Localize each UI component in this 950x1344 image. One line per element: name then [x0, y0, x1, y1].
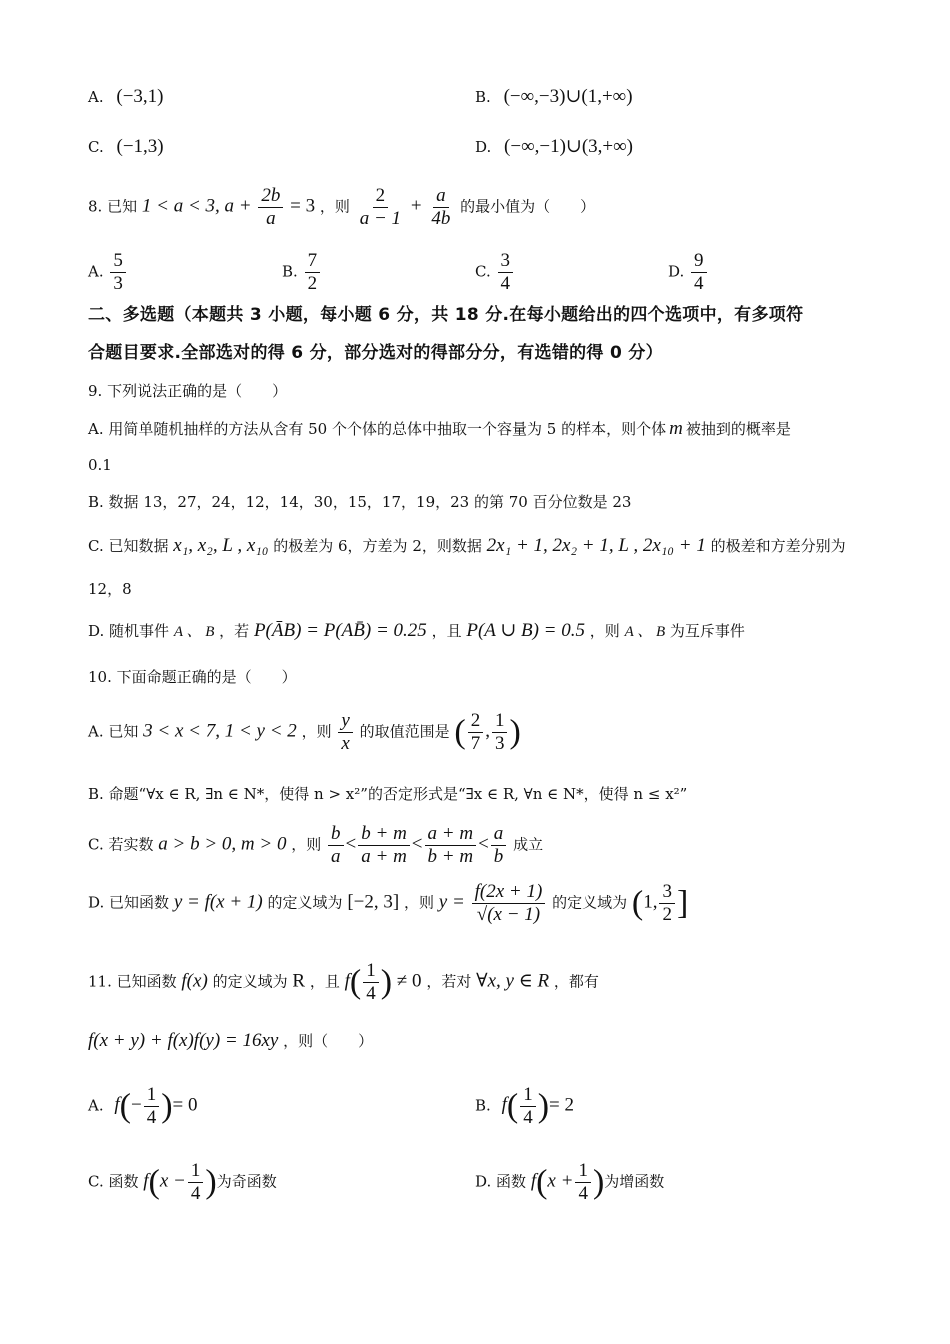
range-lower: 1, [643, 891, 658, 913]
close-paren: ) [161, 1087, 173, 1125]
q11-fraction [363, 960, 379, 1005]
q8-then: ，则 [319, 197, 350, 216]
q9-option-a-cont: 0.1 [88, 456, 112, 474]
q10-d-domain: [−2, 3] [347, 891, 400, 913]
q9-d-prob-2: P(A ∪ B) = 0.5 [466, 620, 585, 641]
q10-c-text-3: 成立 [513, 835, 544, 854]
q10-c-text: C. 若实数 [88, 835, 154, 854]
q10-c-fraction-4 [491, 823, 507, 868]
q11-text-6: ，则（ ） [283, 1032, 374, 1050]
numerator: a [491, 823, 507, 846]
option-fraction [575, 1160, 591, 1205]
q9-option-b: B. 数据 13，27，24，12，14，30，15，17，19，23 的第 70 百分位数是 23 [88, 493, 632, 511]
q10-option-c [88, 823, 543, 868]
q11-stem [88, 960, 599, 1005]
q9-d-events-2: A 、 B [624, 624, 666, 640]
lt-sign: < [345, 833, 357, 855]
numerator: f(2x + 1) [472, 881, 546, 904]
q7-option-d [475, 136, 633, 159]
open-paren: ( [506, 1087, 519, 1125]
q8-fraction-2 [357, 185, 404, 230]
q11-forall: ∀x, y ∈ R [476, 970, 550, 992]
numerator: y [338, 710, 352, 733]
q8-option-c [475, 250, 515, 295]
variable: x − [159, 1170, 186, 1192]
close-bracket: ] [676, 884, 689, 922]
numerator: 2b [258, 185, 283, 208]
option-label: C. 函数 [88, 1172, 139, 1191]
q11-option-c [88, 1160, 277, 1205]
open-paren: ( [631, 884, 644, 922]
q9-c-text-2: 的极差为 6，方差为 2，则数据 [273, 537, 482, 555]
section-heading-line-2: 合题目要求.全部选对的得 6 分，部分选对的得部分分，有选错的得 0 分） [88, 343, 663, 363]
numerator: 3 [498, 250, 514, 273]
option-label: A. [88, 262, 104, 281]
numerator: 1 [492, 710, 508, 733]
denominator: 4 [500, 272, 510, 294]
option-fraction [110, 250, 126, 295]
f: f [114, 1094, 120, 1116]
numerator: 1 [363, 960, 379, 983]
denominator: 4 [694, 272, 704, 294]
option-result: 为奇函数 [216, 1172, 277, 1191]
close-paren: ) [205, 1163, 217, 1201]
close-paren: ) [380, 963, 393, 1001]
denominator: √(x − 1) [476, 903, 541, 925]
denominator: 2 [307, 272, 318, 294]
denominator: b [493, 845, 504, 867]
q11-text-4: ，若对 [426, 972, 472, 991]
q11-option-b [475, 1084, 574, 1129]
option-label: A. [88, 1096, 104, 1115]
q9-a-text-2: 被抽到的概率是 [685, 420, 791, 438]
q8-plus: + [410, 195, 422, 217]
denominator: a [266, 207, 276, 229]
numerator: a + m [425, 823, 477, 846]
range-upper [659, 881, 675, 926]
option-label: B. [282, 262, 298, 281]
option-label: D. [668, 262, 685, 281]
q8-prefix: 8. 已知 [88, 197, 138, 216]
q9-d-text-3: ，且 [431, 622, 462, 640]
denominator: b + m [427, 845, 474, 867]
q11-not-equal: ≠ 0 [396, 970, 422, 992]
denominator: a + m [361, 845, 407, 867]
range-lower [468, 710, 484, 755]
q9-option-a [88, 418, 791, 441]
q8-option-b [282, 250, 322, 295]
q9-d-text-4: ，则 [589, 622, 620, 640]
numerator: 1 [520, 1084, 536, 1107]
option-result: 为增函数 [604, 1172, 665, 1191]
numerator: 3 [659, 881, 675, 904]
q10-c-fraction-3 [425, 823, 477, 868]
q9-d-text-2: ，若 [219, 622, 250, 640]
option-fraction [498, 250, 514, 295]
open-paren: ( [349, 963, 362, 1001]
comma: , [485, 720, 490, 742]
f: f [501, 1094, 507, 1116]
option-value: (−∞,−1)∪(3,+∞) [504, 136, 634, 157]
q8-option-d [668, 250, 709, 295]
numerator: 7 [305, 250, 321, 273]
q11-reals: R [292, 970, 306, 992]
q8-equals: = 3 [290, 195, 316, 217]
f: f [530, 1170, 537, 1192]
lt-sign: < [411, 833, 423, 855]
q11-text-3: ，且 [309, 972, 340, 991]
q9-a-var: m [669, 418, 683, 439]
q10-d-text-3: ，则 [404, 893, 435, 912]
q9-option-c-cont: 12，8 [88, 580, 132, 598]
q10-c-text-2: ，则 [291, 835, 322, 854]
numerator: 1 [575, 1160, 591, 1183]
numerator: b + m [358, 823, 410, 846]
option-fraction [305, 250, 321, 295]
q10-a-cond: 3 < x < 7, 1 < y < 2 [143, 720, 297, 742]
q9-option-d [88, 620, 745, 643]
close-paren: ) [537, 1087, 550, 1125]
denominator: 4b [431, 207, 451, 229]
q8-suffix: 的最小值为（ ） [460, 197, 596, 216]
q9-stem: 9. 下列说法正确的是（ ） [88, 382, 288, 400]
denominator: 4 [578, 1182, 588, 1204]
q9-d-prob: P(ĀB) = P(AB̄) = 0.25 [253, 620, 427, 641]
q11-option-d [475, 1160, 664, 1205]
q8-option-a [88, 250, 128, 295]
numerator: 1 [188, 1160, 204, 1183]
q11-equation [88, 1030, 373, 1053]
q8-stem [88, 185, 595, 230]
q10-c-fraction-1 [328, 823, 344, 868]
q8-fraction-3 [428, 185, 453, 230]
close-paren: ) [592, 1163, 605, 1201]
numerator: a [433, 185, 449, 208]
q11-f: f [344, 970, 350, 992]
numerator: 2 [373, 185, 389, 208]
numerator: 5 [110, 250, 126, 273]
q8-fraction-1 [258, 185, 283, 230]
close-paren: ) [509, 713, 521, 751]
q10-a-fraction [338, 710, 352, 755]
q10-d-function: y = f(x + 1) [173, 891, 263, 913]
minus-sign: − [131, 1094, 142, 1116]
q8-condition: 1 < a < 3, a + [141, 195, 252, 217]
q10-d-text-2: 的定义域为 [267, 893, 343, 912]
numerator: 9 [691, 250, 707, 273]
open-paren: ( [148, 1163, 160, 1201]
denominator: 4 [146, 1106, 157, 1128]
q11-text: 11. 已知函数 [88, 972, 177, 991]
q10-d-y: y = [438, 891, 465, 913]
denominator: 7 [470, 732, 481, 754]
q10-a-text: A. 已知 [88, 722, 139, 741]
option-value: (−3,1) [116, 86, 164, 107]
q11-text-2: 的定义域为 [212, 972, 288, 991]
q10-a-text-3: 的取值范围是 [359, 722, 450, 741]
option-value: (−∞,−3)∪(1,+∞) [503, 86, 633, 107]
denominator: 4 [190, 1182, 201, 1204]
option-fraction [691, 250, 707, 295]
q10-stem: 10. 下面命题正确的是（ ） [88, 668, 297, 686]
q9-d-text: D. 随机事件 [88, 622, 170, 640]
denominator: 4 [366, 982, 376, 1004]
denominator: a [331, 845, 341, 867]
q10-c-fraction-2 [358, 823, 410, 868]
numerator: b [328, 823, 344, 846]
q9-c-text: C. 已知数据 [88, 537, 169, 555]
denominator: 4 [523, 1106, 533, 1128]
q10-option-a [88, 710, 521, 755]
q7-option-b [475, 86, 633, 109]
f: f [143, 1170, 149, 1192]
q9-option-c [88, 535, 846, 558]
denominator: 3 [113, 272, 123, 294]
q9-c-data-2: 2x₁ + 1, 2x₂ + 1, L , 2x₁₀ + 1 [486, 535, 706, 556]
range-upper [492, 710, 508, 755]
q11-function: f(x) [181, 970, 208, 992]
option-fraction [188, 1160, 204, 1205]
option-result: = 0 [172, 1094, 198, 1116]
option-fraction [144, 1084, 160, 1129]
q11-text-5: ，都有 [553, 972, 599, 991]
variable: x + [547, 1170, 574, 1192]
q10-a-text-2: ，则 [301, 722, 332, 741]
q9-a-text: A. 用简单随机抽样的方法从含有 50 个个体的总体中抽取一个容量为 5 的样本，则个体 [88, 420, 667, 438]
option-label: B. [475, 1096, 491, 1115]
option-label: C. [88, 138, 104, 156]
open-paren: ( [119, 1087, 131, 1125]
q9-c-data: x₁, x₂, L , x₁₀ [173, 535, 269, 556]
q9-c-text-3: 的极差和方差分别为 [710, 537, 846, 555]
section-heading-line-1: 二、多选题（本题共 3 小题，每小题 6 分，共 18 分.在每小题给出的四个选项中，有多项符 [88, 305, 804, 325]
option-label: B. [475, 88, 491, 106]
option-label: A. [88, 88, 104, 106]
denominator: 2 [662, 903, 672, 925]
numerator: 1 [144, 1084, 160, 1107]
q9-d-text-5: 为互斥事件 [669, 622, 745, 640]
q10-c-cond: a > b > 0, m > 0 [158, 833, 287, 855]
open-paren: ( [454, 713, 466, 751]
q10-option-b: B. 命题“∀x ∈ R, ∃n ∈ N*，使得 n > x²”的否定形式是“∃x ∈ R, ∀n ∈ N*，使得 n ≤ x²” [88, 785, 688, 803]
option-label: D. 函数 [475, 1172, 527, 1191]
numerator: 2 [468, 710, 484, 733]
q10-d-text-4: 的定义域为 [552, 893, 628, 912]
denominator: x [341, 732, 350, 754]
denominator: 3 [494, 732, 505, 754]
q10-option-d [88, 881, 688, 926]
lt-sign: < [478, 833, 489, 855]
q11-option-a [88, 1084, 198, 1129]
option-label: D. [475, 138, 492, 156]
open-paren: ( [536, 1163, 548, 1201]
option-result: = 2 [549, 1094, 574, 1116]
q10-d-fraction [472, 881, 546, 926]
q9-d-events: A 、 B [173, 624, 215, 640]
option-fraction [520, 1084, 536, 1129]
q10-d-text: D. 已知函数 [88, 893, 170, 912]
q11-functional-equation: f(x + y) + f(x)f(y) = 16xy [88, 1030, 279, 1051]
denominator: a − 1 [359, 207, 402, 229]
option-label: C. [475, 262, 491, 281]
option-value: (−1,3) [116, 136, 164, 157]
q7-option-a [88, 86, 164, 109]
q7-option-c [88, 136, 164, 159]
